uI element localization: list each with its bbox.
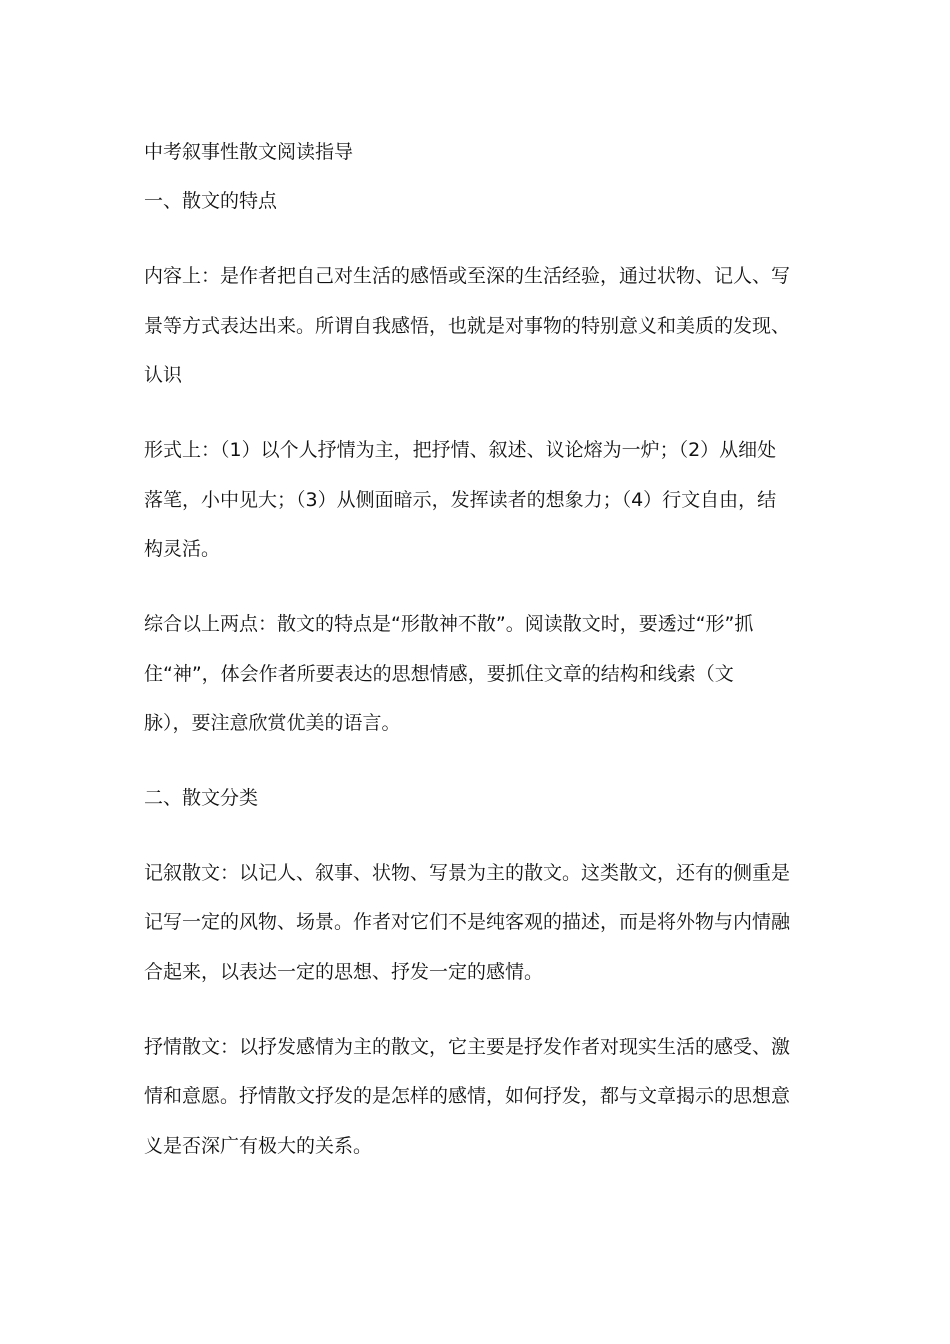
- lyric-line-3: 义是否深广有极大的关系。: [144, 1135, 373, 1157]
- section2-heading: 二、散文分类: [144, 787, 259, 809]
- content-line-3: 认识: [144, 364, 183, 386]
- section1-heading: 一、散文的特点: [144, 190, 278, 212]
- form-line-3: 构灵活。: [144, 538, 221, 560]
- form-line-1: 形式上：（1）以个人抒情为主，把抒情、叙述、议论熔为一炉；（2）从细处: [144, 439, 777, 461]
- summary-line-2: 住“神”，体会作者所要表达的思想情感，要抓住文章的结构和线索（文: [144, 663, 734, 685]
- content-line-2: 景等方式表达出来。所谓自我感悟，也就是对事物的特别意义和美质的发现、: [144, 315, 791, 337]
- form-line-2: 落笔，小中见大；（3）从侧面暗示，发挥读者的想象力；（4）行文自由，结: [144, 489, 777, 511]
- summary-line-3: 脉），要注意欣赏优美的语言。: [144, 712, 401, 734]
- narrative-line-3: 合起来，以表达一定的思想、抒发一定的感情。: [144, 961, 544, 983]
- lyric-line-2: 情和意愿。抒情散文抒发的是怎样的感情，如何抒发，都与文章揭示的思想意: [144, 1085, 791, 1107]
- narrative-line-1: 记叙散文：以记人、叙事、状物、写景为主的散文。这类散文，还有的侧重是: [144, 862, 791, 884]
- document-title: 中考叙事性散文阅读指导: [144, 141, 354, 163]
- summary-line-1: 综合以上两点：散文的特点是“形散神不散”。阅读散文时，要透过“形”抓: [144, 613, 754, 635]
- narrative-line-2: 记写一定的风物、场景。作者对它们不是纯客观的描述，而是将外物与内情融: [144, 911, 791, 933]
- lyric-line-1: 抒情散文：以抒发感情为主的散文，它主要是抒发作者对现实生活的感受、激: [144, 1036, 791, 1058]
- content-line-1: 内容上：是作者把自己对生活的感悟或至深的生活经验，通过状物、记人、写: [144, 265, 791, 287]
